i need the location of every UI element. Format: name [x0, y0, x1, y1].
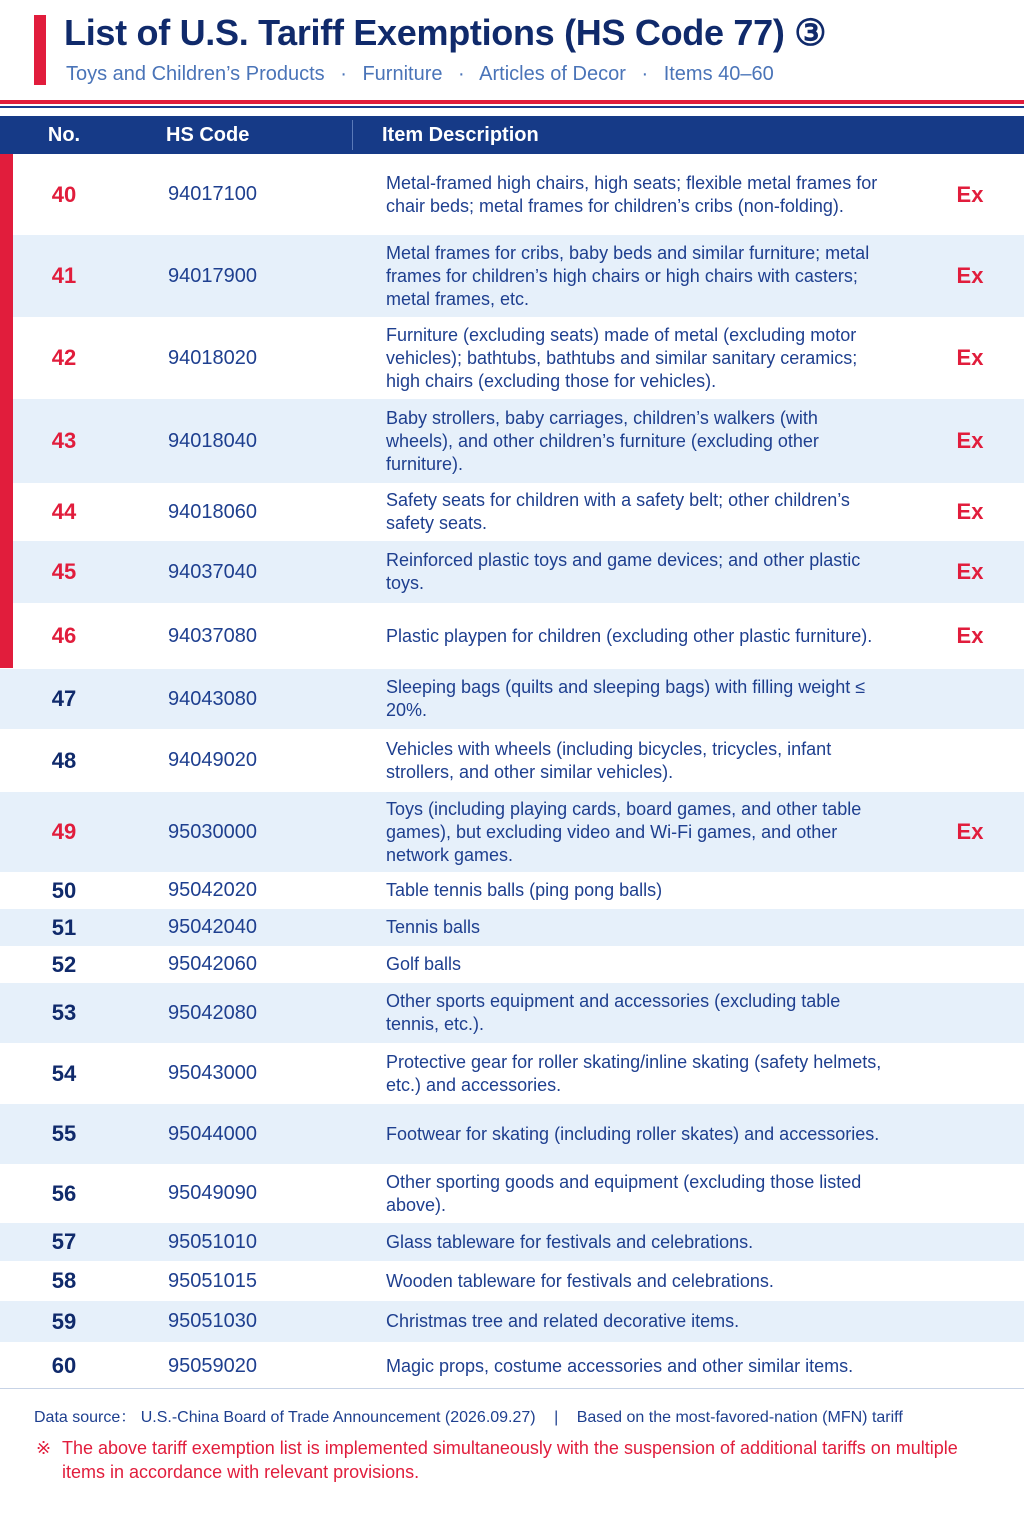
item-description: Glass tableware for festivals and celebrations.	[386, 1231, 754, 1252]
row-number: 41	[51, 263, 77, 288]
exemption-mark: Ex	[956, 819, 984, 844]
page-title: List of U.S. Tariff Exemptions (HS Code 77) ③	[64, 12, 827, 53]
row-number: 44	[51, 499, 77, 524]
column-divider	[352, 120, 353, 150]
item-description: Protective gear for roller skating/inline skating (safety helmets, etc.) and accessories.	[386, 1051, 882, 1095]
hs-code: 94017100	[168, 183, 257, 205]
table-row	[0, 669, 1024, 729]
item-description: Other sports equipment and accessories (excluding table tennis, etc.).	[386, 991, 841, 1034]
item-description: Reinforced plastic toys and game devices; and other plastic toys.	[386, 550, 861, 593]
tariff-basis: Based on the most-favored-nation (MFN) tariff	[576, 1409, 903, 1426]
header-divider-navy	[0, 106, 1024, 108]
subtitle-item: Toys and Children’s Products	[66, 63, 325, 85]
header	[0, 0, 1024, 100]
item-description: Toys (including playing cards, board games, and other table games), but excluding video and Wi-Fi games, and other network games.	[386, 798, 862, 865]
table-row	[0, 983, 1024, 1043]
row-number: 48	[51, 747, 77, 773]
item-description: Vehicles with wheels (including bicycles, tricycles, infant strollers, and other similar vehicles).	[386, 738, 832, 782]
row-number: 51	[51, 914, 77, 940]
footnote-text: The above tariff exemption list is implemented simultaneously with the suspension of additional tariffs on multiple items in accordance with relevant provisions.	[62, 1438, 958, 1482]
column-header-description: Item Description	[382, 124, 539, 146]
item-description: Metal-framed high chairs, high seats; flexible metal frames for chair beds; metal frames for children’s cribs (non-folding).	[386, 172, 878, 216]
subtitle-item: Furniture	[362, 63, 443, 85]
table-header	[0, 116, 1024, 154]
hs-code: 94049020	[168, 749, 257, 771]
hs-code: 94018040	[168, 429, 257, 452]
column-header-no: No.	[47, 124, 81, 146]
exemption-mark: Ex	[956, 559, 984, 584]
data-source	[34, 1404, 903, 1427]
table-row	[0, 872, 1024, 909]
row-number: 59	[51, 1308, 77, 1334]
item-description: Safety seats for children with a safety belt; other children’s safety seats.	[386, 490, 850, 533]
table-row	[0, 1104, 1024, 1164]
item-description: Tennis balls	[386, 917, 481, 937]
item-description: Plastic playpen for children (excluding other plastic furniture).	[386, 625, 873, 646]
row-number: 49	[51, 819, 77, 844]
source-text: Data source： U.S.-China Board of Trade Announcement (2026.09.27)	[34, 1409, 536, 1426]
hs-code: 94017900	[168, 264, 257, 287]
hs-code: 95042040	[168, 916, 257, 938]
table-row	[0, 1043, 1024, 1104]
item-description: Wooden tableware for festivals and celebrations.	[386, 1270, 774, 1291]
hs-code: 94018060	[168, 500, 257, 523]
row-number: 40	[51, 181, 77, 207]
table-row	[0, 603, 1024, 669]
row-number: 57	[51, 1229, 77, 1254]
exemption-mark: Ex	[956, 428, 984, 453]
hs-code: 94037040	[168, 560, 257, 583]
hs-code: 95044000	[168, 1122, 257, 1145]
footer-divider	[0, 1388, 1024, 1389]
hs-code: 95059020	[168, 1354, 257, 1377]
row-number: 54	[51, 1060, 77, 1086]
item-description: Sleeping bags (quilts and sleeping bags) with filling weight ≤ 20%.	[386, 677, 866, 720]
item-description: Christmas tree and related decorative items.	[386, 1311, 740, 1331]
hs-code: 95042060	[168, 953, 257, 975]
title-accent-bar	[34, 15, 46, 85]
row-number: 58	[51, 1268, 77, 1293]
row-number: 50	[51, 877, 77, 903]
hs-code: 95051010	[168, 1230, 257, 1253]
footnote	[36, 1436, 976, 1484]
row-number: 55	[51, 1121, 77, 1146]
table-row	[0, 483, 1024, 541]
hs-code: 95051030	[168, 1310, 257, 1332]
table-row	[0, 1261, 1024, 1301]
table-row	[0, 1164, 1024, 1223]
hs-code: 95051015	[168, 1269, 257, 1292]
row-number: 45	[51, 559, 77, 584]
row-number: 52	[51, 951, 77, 977]
item-description: Table tennis balls (ping pong balls)	[386, 880, 663, 900]
subtitle-item: Items 40–60	[663, 63, 774, 85]
hs-code: 94018020	[168, 346, 257, 369]
table-row	[0, 317, 1024, 399]
hs-code: 94043080	[168, 687, 257, 710]
hs-code: 95043000	[168, 1062, 257, 1084]
exemption-mark: Ex	[956, 623, 984, 648]
table-body	[0, 154, 1024, 1390]
exemption-mark: Ex	[956, 263, 984, 288]
table-row	[0, 792, 1024, 872]
hs-code: 94037080	[168, 624, 257, 647]
exemption-mark: Ex	[956, 499, 984, 524]
header-divider-red	[0, 100, 1024, 104]
item-description: Baby strollers, baby carriages, children’s walkers (with wheels), and other children’s furniture (excluding other furniture).	[386, 407, 819, 474]
table-row	[0, 235, 1024, 317]
subtitle-separator: ·	[641, 63, 649, 85]
item-description: Footwear for skating (including roller skates) and accessories.	[386, 1123, 880, 1144]
subtitle-separator: ·	[458, 63, 465, 85]
column-header-hs-code: HS Code	[166, 124, 250, 146]
row-number: 47	[51, 686, 77, 711]
item-description: Furniture (excluding seats) made of metal (excluding motor vehicles); bathtubs, bathtubs and similar sanitary ceramics; high chairs (excluding those for vehicles).	[386, 324, 858, 391]
row-number: 43	[51, 428, 77, 453]
hs-code: 95049090	[168, 1182, 257, 1204]
table-row	[0, 399, 1024, 483]
table-row	[0, 946, 1024, 983]
exempt-group-marker	[0, 154, 13, 668]
item-description: Magic props, costume accessories and other similar items.	[386, 1355, 854, 1376]
row-number: 42	[51, 345, 77, 370]
table-row	[0, 729, 1024, 792]
item-description: Other sporting goods and equipment (excluding those listed above).	[386, 1171, 862, 1215]
hs-code: 95042080	[168, 1001, 257, 1024]
subtitle-separator: ·	[340, 63, 347, 85]
row-number: 53	[51, 1000, 77, 1025]
table-row	[0, 1223, 1024, 1261]
reference-mark-icon: ※	[36, 1438, 52, 1458]
row-number: 56	[51, 1180, 77, 1206]
hs-code: 95042020	[168, 879, 257, 901]
table-row	[0, 1342, 1024, 1390]
row-number: 46	[51, 623, 77, 648]
item-description: Golf balls	[386, 954, 462, 974]
page-subtitle	[66, 63, 774, 86]
table-row	[0, 541, 1024, 603]
table-row	[0, 909, 1024, 946]
subtitle-item: Articles of Decor	[479, 63, 626, 85]
table-row	[0, 154, 1024, 235]
exemption-mark: Ex	[956, 345, 984, 370]
exemption-mark: Ex	[956, 181, 984, 207]
row-number: 60	[51, 1353, 77, 1378]
hs-code: 95030000	[168, 820, 257, 843]
table-row	[0, 1301, 1024, 1342]
item-description: Metal frames for cribs, baby beds and similar furniture; metal frames for children’s high chairs or high chairs with casters; metal frames, etc.	[386, 242, 870, 309]
source-separator: |	[554, 1409, 559, 1426]
